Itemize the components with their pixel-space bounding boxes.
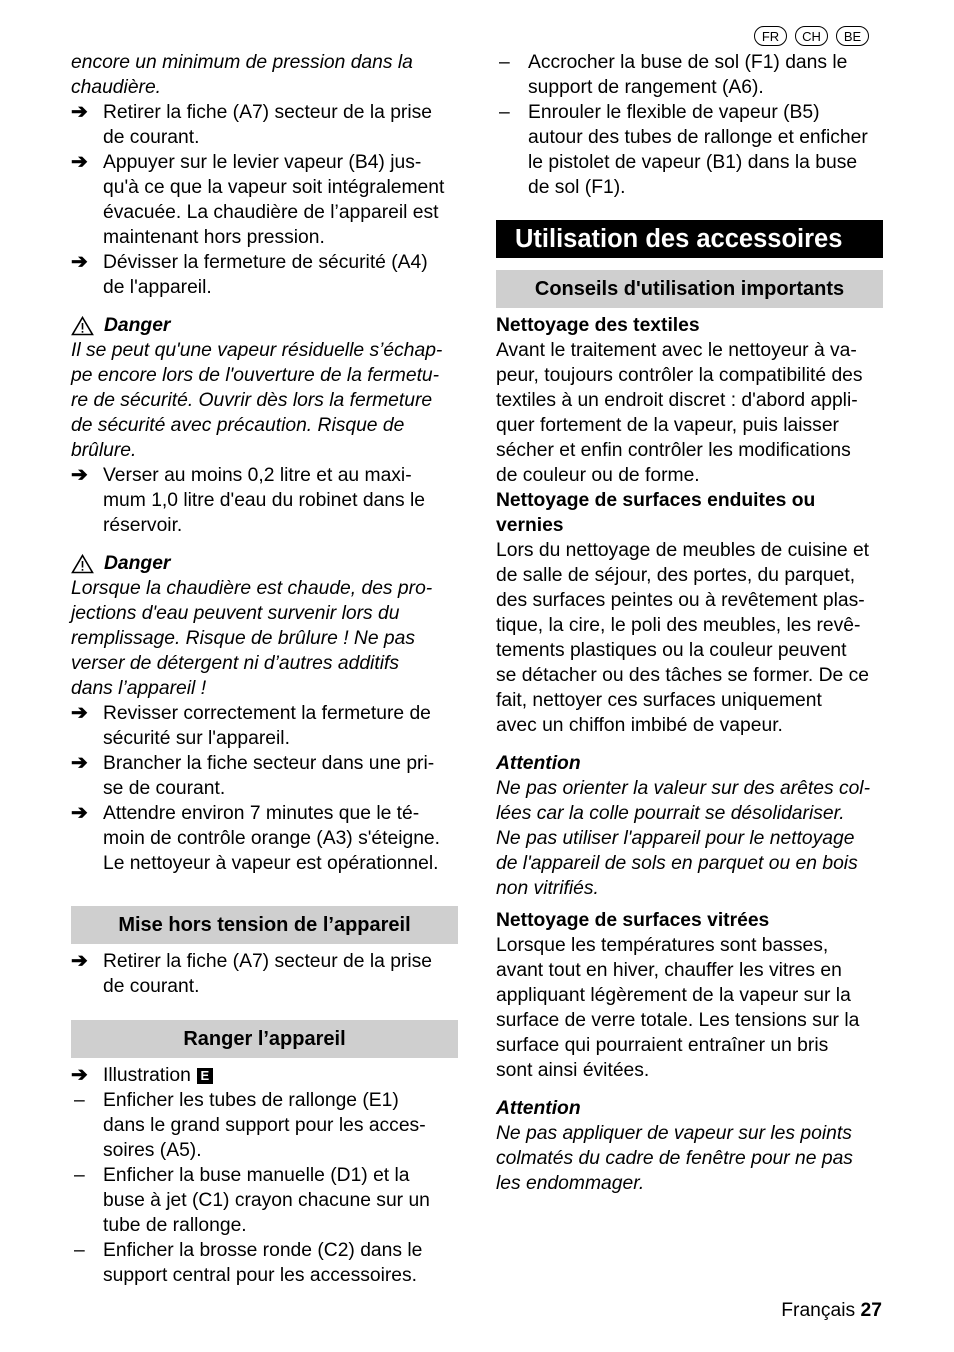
list-item [496, 50, 883, 100]
step-line: mum 1,0 litre d'eau du robinet dans le [103, 490, 426, 511]
arrow-icon: ➔ [71, 702, 88, 724]
danger-title: Danger [104, 315, 171, 336]
page-number: 27 [860, 1300, 882, 1321]
step-item [71, 250, 458, 300]
danger-line: re de sécurité. Ouvrir dès lors la fermeture [71, 390, 433, 411]
step-line: Retirer la fiche (A7) secteur de la prise [103, 102, 432, 123]
step-line: sécurité sur l'appareil. [103, 728, 290, 749]
language-badges [754, 26, 869, 46]
list-line: Accrocher la buse de sol (F1) dans le [528, 52, 848, 73]
step-item [71, 463, 458, 538]
body-line: surface de verre totale. Les tensions sur la [496, 1010, 860, 1031]
step-line: Retirer la fiche (A7) secteur de la prise [103, 951, 432, 972]
attention-line: Ne pas orienter la valeur sur des arêtes col- [496, 778, 871, 799]
illustration-ref-badge: E [197, 1068, 213, 1084]
body-line: de salle de séjour, des portes, du parquet, [496, 565, 856, 586]
step-item [71, 949, 458, 999]
illustration-label: Illustration [103, 1065, 191, 1086]
body-line: quer fortement de la vapeur, puis laisser [496, 415, 839, 436]
body-line: Lorsque les températures sont basses, [496, 935, 829, 956]
step-line: Revisser correctement la fermeture de [103, 703, 431, 724]
attention-title: Attention [496, 1098, 581, 1119]
intro-line: chaudière. [71, 77, 162, 98]
body-line: tique, la cire, le poli des meubles, les revê- [496, 615, 861, 636]
body-line: avant tout en hiver, chauffer les vitres en [496, 960, 842, 981]
body-line: se détacher ou des tâches se former. De ce [496, 665, 869, 686]
danger-line: dans l’appareil ! [71, 678, 207, 699]
right-column [496, 50, 883, 1196]
dash-bullet: – [499, 102, 510, 123]
step-item [71, 150, 458, 250]
step-item [71, 801, 458, 876]
section-heading-power-off: Mise hors tension de l’appareil [71, 906, 458, 944]
body-line: avec un chiffon imbibé de vapeur. [496, 715, 783, 736]
dash-bullet: – [74, 1090, 85, 1111]
body-line: tements plastiques ou la couleur peuvent [496, 640, 847, 661]
body-line: appliquant légèrement de la vapeur sur la [496, 985, 851, 1006]
danger-heading [71, 551, 458, 576]
body-line: de couleur ou de forme. [496, 465, 700, 486]
illustration-line [103, 1063, 213, 1088]
attention-title: Attention [496, 753, 581, 774]
step-line: Appuyer sur le levier vapeur (B4) jus- [103, 152, 422, 173]
arrow-icon: ➔ [71, 464, 88, 486]
section-heading-storage: Ranger l’appareil [71, 1020, 458, 1058]
lang-badge-ch: CH [795, 26, 828, 46]
danger-line: remplissage. Risque de brûlure ! Ne pas [71, 628, 416, 649]
list-line: de sol (F1). [528, 177, 626, 198]
step-line: maintenant hors pression. [103, 227, 325, 248]
step-item [71, 1063, 458, 1088]
step-line: Le nettoyeur à vapeur est opérationnel. [103, 853, 439, 874]
body-line: fait, nettoyer ces surfaces uniquement [496, 690, 822, 711]
step-line: Attendre environ 7 minutes que le té- [103, 803, 420, 824]
list-line: support central pour les accessoires. [103, 1265, 418, 1286]
danger-line: Il se peut qu'une vapeur résiduelle s’échap- [71, 340, 443, 361]
body-line: surface qui pourraient entraîner un bris [496, 1035, 829, 1056]
subheading-glass: Nettoyage de surfaces vitrées [496, 910, 770, 931]
lang-badge-be: BE [836, 26, 869, 46]
list-line: tube de rallonge. [103, 1215, 247, 1236]
arrow-icon: ➔ [71, 151, 88, 173]
body-line: sécher et enfin contrôler les modifications [496, 440, 851, 461]
step-line: de courant. [103, 127, 200, 148]
body-line: sont ainsi évitées. [496, 1060, 650, 1081]
list-item [71, 1088, 458, 1163]
attention-line: non vitrifiés. [496, 878, 599, 899]
list-line: support de rangement (A6). [528, 77, 764, 98]
attention-line: de l'appareil de sols en parquet ou en bois [496, 853, 858, 874]
warning-triangle-icon [71, 316, 94, 336]
attention-line: lées car la colle pourrait se désolidariser. [496, 803, 845, 824]
arrow-icon: ➔ [71, 251, 88, 273]
left-column [71, 50, 458, 1288]
step-line: réservoir. [103, 515, 183, 536]
body-line: Lors du nettoyage de meubles de cuisine et [496, 540, 870, 561]
subheading-textiles: Nettoyage des textiles [496, 315, 700, 336]
step-item [71, 751, 458, 801]
intro-line: encore un minimum de pression dans la [71, 52, 413, 73]
step-line: se de courant. [103, 778, 226, 799]
list-line: Enficher la brosse ronde (C2) dans le [103, 1240, 423, 1261]
body-line: textiles à un endroit discret : d'abord appli- [496, 390, 858, 411]
list-line: buse à jet (C1) crayon chacune sur un [103, 1190, 430, 1211]
list-line: Enficher les tubes de rallonge (E1) [103, 1090, 399, 1111]
step-item [71, 100, 458, 150]
step-line: de l'appareil. [103, 277, 212, 298]
attention-line: colmatés du cadre de fenêtre pour ne pas [496, 1148, 853, 1169]
list-line: Enficher la buse manuelle (D1) et la [103, 1165, 410, 1186]
danger-line: pe encore lors de l'ouverture de la fermetu- [71, 365, 440, 386]
list-line: Enrouler le flexible de vapeur (B5) [528, 102, 820, 123]
step-item [71, 701, 458, 751]
step-line: Dévisser la fermeture de sécurité (A4) [103, 252, 428, 273]
list-item [71, 1238, 458, 1288]
list-line: soires (A5). [103, 1140, 202, 1161]
danger-line: verser de détergent ni d’autres additifs [71, 653, 399, 674]
dash-bullet: – [74, 1165, 85, 1186]
subheading-coated: Nettoyage de surfaces enduites ou [496, 490, 816, 511]
list-line: autour des tubes de rallonge et enficher [528, 127, 868, 148]
subheading-coated: vernies [496, 515, 564, 536]
dash-bullet: – [499, 52, 510, 73]
attention-line: les endommager. [496, 1173, 645, 1194]
warning-triangle-icon [71, 554, 94, 574]
body-line: peur, toujours contrôler la compatibilité des [496, 365, 863, 386]
step-line: qu'à ce que la vapeur soit intégralement [103, 177, 445, 198]
body-line: Avant le traitement avec le nettoyeur à va- [496, 340, 857, 361]
danger-line: de sécurité avec précaution. Risque de [71, 415, 405, 436]
danger-title: Danger [104, 553, 171, 574]
danger-line: jections d'eau peuvent survenir lors du [71, 603, 400, 624]
attention-line: Ne pas appliquer de vapeur sur les points [496, 1123, 852, 1144]
danger-line: brûlure. [71, 440, 137, 461]
footer-language: Français [781, 1300, 856, 1321]
arrow-icon: ➔ [71, 1064, 88, 1086]
dash-bullet: – [74, 1240, 85, 1261]
step-line: Brancher la fiche secteur dans une pri- [103, 753, 435, 774]
lang-badge-fr: FR [754, 26, 787, 46]
step-line: de courant. [103, 976, 200, 997]
step-line: moin de contrôle orange (A3) s'éteigne. [103, 828, 441, 849]
body-line: des surfaces peintes ou à revêtement plas- [496, 590, 865, 611]
list-line: dans le grand support pour les acces- [103, 1115, 426, 1136]
danger-line: Lorsque la chaudière est chaude, des pro- [71, 578, 433, 599]
chapter-title: Utilisation des accessoires [496, 220, 883, 258]
step-line: évacuée. La chaudière de l’appareil est [103, 202, 439, 223]
arrow-icon: ➔ [71, 802, 88, 824]
page-footer [781, 1300, 882, 1322]
list-item [496, 100, 883, 200]
step-line: Verser au moins 0,2 litre et au maxi- [103, 465, 412, 486]
list-item [71, 1163, 458, 1238]
arrow-icon: ➔ [71, 950, 88, 972]
danger-heading [71, 313, 458, 338]
arrow-icon: ➔ [71, 752, 88, 774]
arrow-icon: ➔ [71, 101, 88, 123]
list-line: le pistolet de vapeur (B1) dans la buse [528, 152, 858, 173]
section-heading-tips: Conseils d'utilisation importants [496, 270, 883, 308]
attention-line: Ne pas utiliser l'appareil pour le nettoyage [496, 828, 855, 849]
